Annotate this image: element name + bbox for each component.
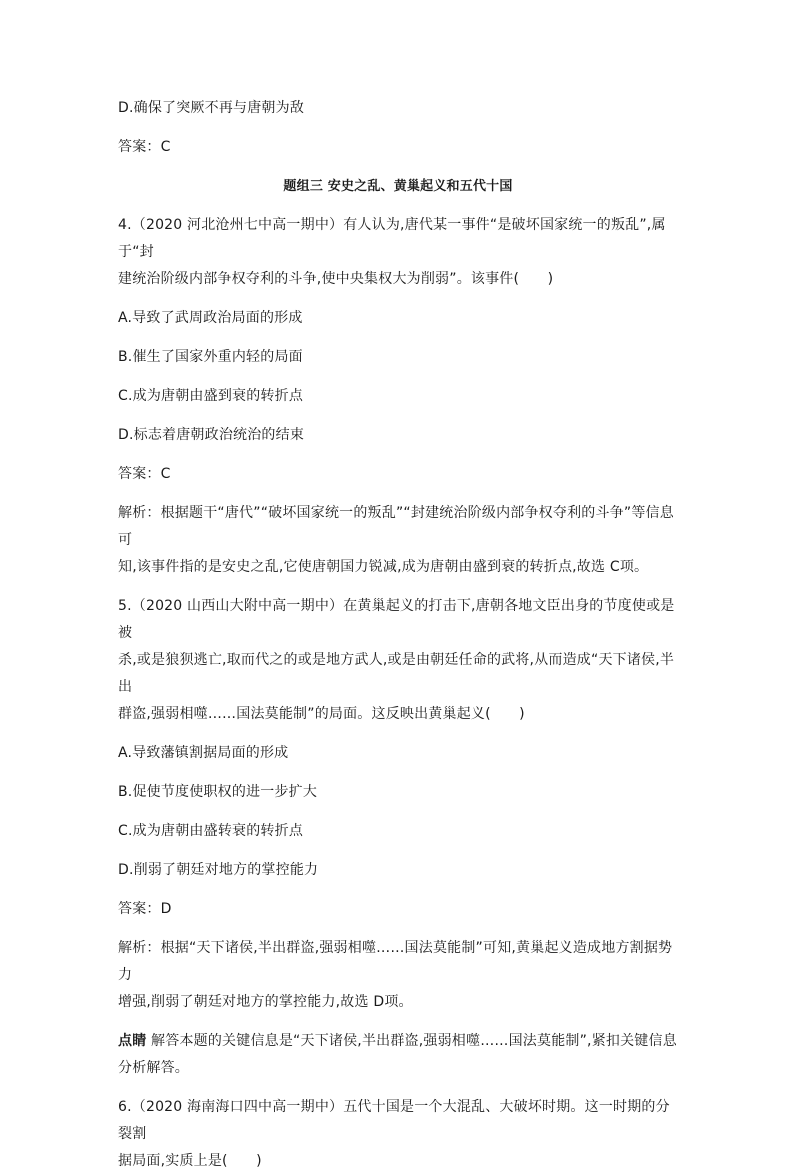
q5-answer: 答案：D (118, 901, 172, 917)
q5-option-c: C.成为唐朝由盛转衰的转折点 (118, 823, 304, 839)
prev-answer: 答案：C (118, 139, 171, 155)
q4-answer: 答案：C (118, 466, 171, 482)
q4-stem-line-2: 建统治阶级内部争权夺利的斗争,使中央集权大为削弱”。该事件( ) (118, 271, 554, 287)
question-6 (118, 1094, 678, 1175)
q4-analysis-line-2: 知,该事件指的是安史之乱,它使唐朝国力锐减,成为唐朝由盛到衰的转折点,故选 C项。 (118, 559, 649, 575)
tip-label: 点睛 (118, 1033, 147, 1049)
tip-text: 解答本题的关键信息是“天下诸侯,半出群盗,强弱相噬……国法莫能制”,紧扣关键信息 (146, 1033, 677, 1049)
q6-stem-line-1: 6.（2020 海南海口四中高一期中）五代十国是一个大混乱、大破坏时期。这一时期的分裂割 (118, 1099, 670, 1142)
q5-tip-line-2: 分析解答。 (118, 1060, 189, 1076)
document-page (118, 95, 678, 1175)
question-4 (118, 212, 678, 581)
q5-analysis-line-1: 解析：根据“天下诸侯,半出群盗,强弱相噬……国法莫能制”可知,黄巢起义造成地方割据势力 (118, 940, 673, 983)
q5-analysis-line-2: 增强,削弱了朝廷对地方的掌控能力,故选 D项。 (118, 994, 413, 1010)
q6-stem-line-2: 据局面,实质上是( ) (118, 1153, 262, 1169)
q4-stem-line-1: 4.（2020 河北沧州七中高一期中）有人认为,唐代某一事件“是破坏国家统一的叛乱”,属于“封 (118, 217, 666, 260)
q4-option-d: D.标志着唐朝政治统治的结束 (118, 427, 305, 443)
q5-option-d: D.削弱了朝廷对地方的掌控能力 (118, 862, 319, 878)
q4-option-a: A.导致了武周政治局面的形成 (118, 310, 303, 326)
section-heading: 题组三 安史之乱、黄巢起义和五代十国 (283, 179, 513, 194)
q5-option-a: A.导致藩镇割据局面的形成 (118, 745, 289, 761)
q4-option-c: C.成为唐朝由盛到衰的转折点 (118, 388, 304, 404)
prev-option-d: D.确保了突厥不再与唐朝为敌 (118, 100, 305, 116)
q5-stem-line-3: 群盗,强弱相噬……国法莫能制”的局面。这反映出黄巢起义( ) (118, 706, 525, 722)
q4-analysis-line-1: 解析：根据题干“唐代”“破坏国家统一的叛乱”“封建统治阶级内部争权夺利的斗争”等信息可 (118, 505, 674, 548)
question-5 (118, 593, 678, 1082)
q5-stem-line-1: 5.（2020 山西山大附中高一期中）在黄巢起义的打击下,唐朝各地文臣出身的节度使或是被 (118, 598, 675, 641)
q4-option-b: B.催生了国家外重内轻的局面 (118, 349, 303, 365)
q5-tip-line-1 (118, 1028, 678, 1055)
q5-option-b: B.促使节度使职权的进一步扩大 (118, 784, 318, 800)
q5-stem-line-2: 杀,或是狼狈逃亡,取而代之的或是地方武人,或是由朝廷任命的武将,从而造成“天下诸侯,半出 (118, 652, 675, 695)
